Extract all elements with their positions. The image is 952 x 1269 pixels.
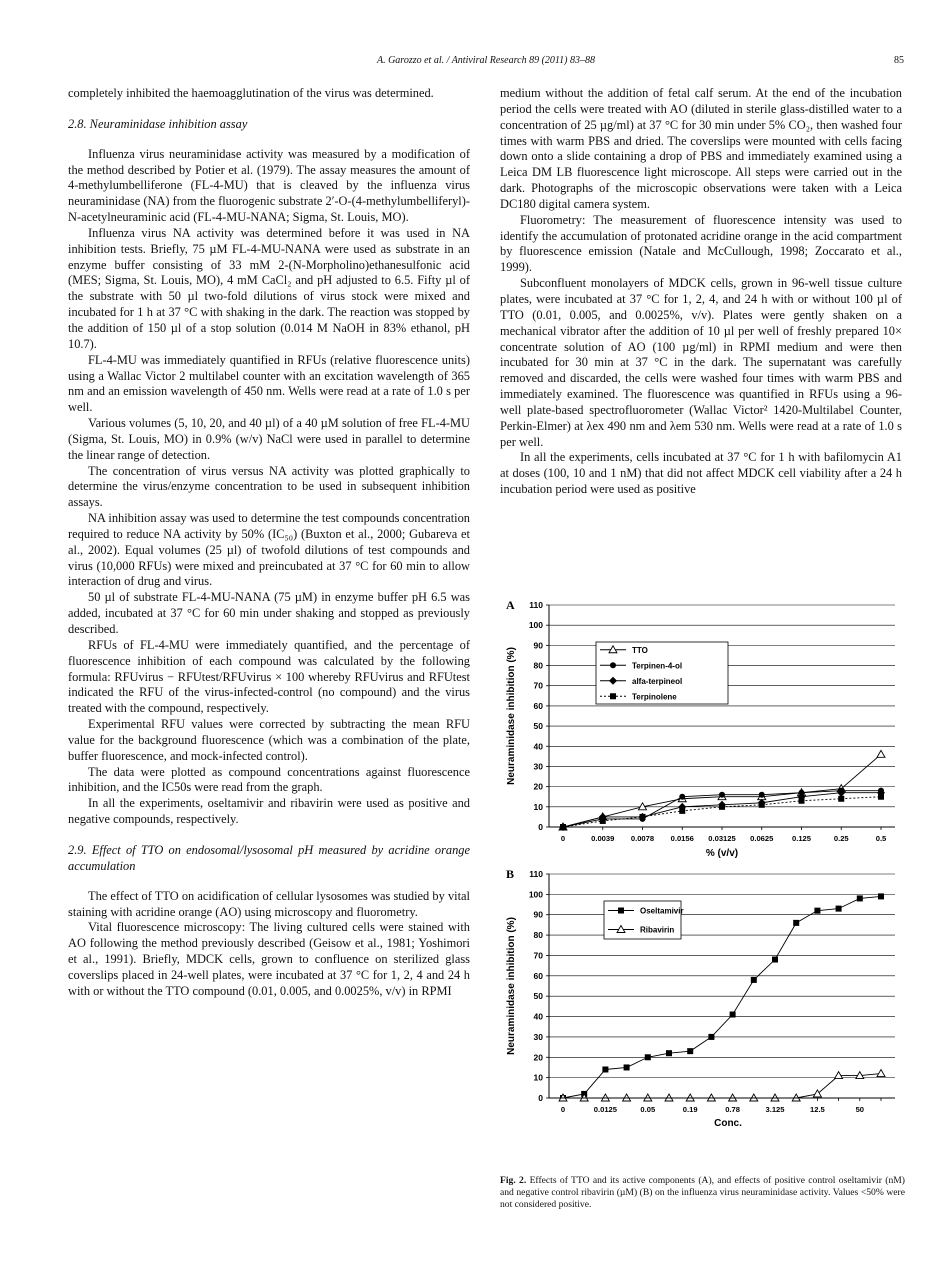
paragraph: The data were plotted as compound concentrations against fluorescence inhibition, and the IC50s were read from the graph.: [68, 764, 470, 795]
paragraph: Vital fluorescence microscopy: The living cultured cells were stained with AO following the method previously described (Geisow et al., 1981; Yoshimori et al., 1991). Briefly, MDCK cells, grown to confluence on sterilized glass coverslips placed in 24-well plates, were incubated at 37 °C for 1, 2, 4 and 24 h with or without the TTO compound (0.01, 0.005, and 0.0025%, v/v) in RPMI: [68, 920, 470, 998]
y-axis-label: Neuraminidase inhibition (%): [506, 647, 517, 785]
x-tick-label: 0.0078: [630, 834, 655, 843]
data-point: [730, 1012, 736, 1018]
legend-label: Terpinolene: [632, 692, 677, 702]
legend-swatch-marker: [618, 908, 624, 914]
data-point: [679, 808, 685, 814]
paragraph: Influenza virus neuraminidase activity was measured by a modification of the method described by Potier et al. (1979). The assay measures the amount of 4-methylumbelliferone (FL-4-MU) that is cleaved by the influenza virus neuraminidase (NA) from the fluorogenic substrate 2′-O-(4-methylumbelliferyl)-N-acetylneuraminic acid (FL-4-MU-NANA; Sigma, St. Louis, MO).: [68, 146, 470, 225]
paragraph: RFUs of FL-4-MU were immediately quantified, and the percentage of fluorescence inhibition of each compound was calculated by the following formula: RFUvirus − RFUtest/RFUvirus × 100 whereby RFUvirus and RFUtest indicated the RFU of the virus-infected-control (no compound) and the virus treated with the compound, respectively.: [68, 637, 470, 716]
x-tick-label: 0.78: [725, 1105, 740, 1114]
y-tick-label: 30: [533, 1031, 543, 1042]
paragraph: 50 µl of substrate FL-4-MU-NANA (75 µM) in enzyme buffer pH 6.5 was added, incubated at 37 °C for 60 min under shaking and stopped as previously described.: [68, 590, 470, 636]
x-tick-label: 50: [855, 1105, 865, 1114]
section-heading-2-8: 2.8. Neuraminidase inhibition assay: [68, 116, 248, 131]
y-tick-label: 110: [529, 600, 543, 610]
left-column: [68, 86, 470, 1000]
y-tick-label: 90: [533, 909, 543, 920]
legend-label: TTO: [632, 645, 648, 655]
data-point: [793, 920, 799, 926]
section-heading-2-9: 2.9. Effect of TTO on endosomal/lysosomal pH measured by acridine orange accumulation: [68, 842, 470, 873]
data-point: [624, 1064, 630, 1070]
figure-2-svg: [500, 590, 910, 1129]
paragraph: completely inhibited the haemoagglutination of the virus was determined.: [68, 86, 434, 100]
y-tick-label: 30: [533, 761, 543, 772]
x-tick-label: 0.5: [875, 834, 887, 843]
data-point: [835, 1072, 843, 1079]
y-tick-label: 20: [533, 781, 543, 792]
y-tick-label: 80: [533, 930, 543, 941]
paragraph: Subconfluent monolayers of MDCK cells, grown in 96-well tissue culture plates, were incubated at 37 °C for 1, 2, 4, and 24 h with or without 100 µl of TTO (0.01, 0.005, and 0.0025%, v/v). Plates were gently shaken on a mechanical vibrator after the addition of 10 µl per well of freshly prepared 10× concentrate solution of AO (100 µg/ml) in RPMI medium and were then incubated for 30 min at 37 °C in the dark. The supernatant was carefully removed and discarded, the cells were washed four times with warm PBS and immediately examined. The fluorescence was quantified in RFUs using a 96-well plate-based spectrofluorometer (Wallac Victor² 1420-Multilabel Counter, Perkin-Elmer) at λex 490 nm and λem 530 nm. Wells were read at a rate of 1.0 s per well.: [500, 276, 902, 449]
x-tick-label: 0.0125: [593, 1105, 618, 1114]
x-tick-label: 0: [560, 834, 566, 843]
data-point: [640, 814, 646, 820]
y-tick-label: 50: [533, 721, 543, 732]
paragraph: In all the experiments, oseltamivir and ribavirin were used as positive and negative compounds, respectively.: [68, 796, 470, 827]
data-point: [836, 906, 842, 912]
data-point: [878, 794, 884, 800]
x-tick-label: 12.5: [810, 1105, 825, 1114]
data-point: [751, 977, 757, 983]
x-tick-label: 0.0625: [750, 834, 774, 843]
y-tick-label: 110: [529, 869, 543, 879]
x-tick-label: 0: [560, 1105, 566, 1114]
paragraph: NA inhibition assay was used to determine the test compounds concentration required to reduce NA activity by 50% (IC₅₀) (Buxton et al., 2000; Gubareva et al., 2002). Equal volumes (25 µl) of twofold dilutions of test compounds and virus (10,000 RFUs) were mixed and preincubated at 37 °C for 60 min to allow interaction of drug and virus.: [68, 511, 470, 589]
x-axis-label: % (v/v): [705, 848, 739, 859]
legend-label: Terpinen-4-ol: [632, 661, 683, 671]
data-point: [877, 750, 885, 757]
data-point: [719, 792, 725, 798]
data-point: [799, 798, 805, 804]
y-tick-label: 90: [533, 640, 543, 651]
paragraph: The concentration of virus versus NA activity was plotted graphically to determine the virus/enzyme concentration to be used in subsequent inhibition assays.: [68, 463, 470, 510]
data-point: [838, 796, 844, 802]
page-number: 85: [894, 55, 904, 66]
caption-label: Fig. 2.: [500, 1175, 527, 1186]
legend-swatch-marker: [610, 662, 616, 668]
x-tick-label: 0.0156: [670, 834, 694, 843]
data-point: [687, 1048, 693, 1054]
paragraph: Influenza virus NA activity was determined before it was used in NA inhibition tests. Briefly, 75 µM FL-4-MU-NANA were used as substrate in an enzyme buffer consisting of 33 mM 2-(N-Morpholino)ethanesulfonic acid (MES; Sigma, St. Louis, MO), 4 mM CaCl₂ and pH adjusted to 6.5. Fifty µl of the substrate with 50 µl two-fold dilutions of virus stock were mixed and incubated for 1 h at 37 °C with shaking in the dark. The reaction was stopped by the addition of 150 µl of a stop solution (0.014 M NaOH in 83% ethanol, pH 10.7).: [68, 225, 470, 351]
y-tick-label: 10: [533, 801, 543, 812]
y-tick-label: 100: [528, 620, 543, 631]
right-column: [500, 86, 902, 498]
paragraph: Fluorometry: The measurement of fluorescence intensity was used to identify the accumulation of protonated acridine orange in the acid compartment by fluorescence emission (Natale and McCullough, 1998; Zoccarato et al., 1999).: [500, 212, 902, 275]
data-point: [772, 957, 778, 963]
y-tick-label: 50: [533, 991, 543, 1002]
x-tick-label: 0.05: [640, 1105, 656, 1114]
y-tick-label: 70: [533, 680, 543, 691]
y-tick-label: 40: [533, 741, 543, 752]
y-tick-label: 0: [538, 822, 543, 832]
x-tick-label: 3.125: [765, 1105, 785, 1114]
y-tick-label: 10: [533, 1072, 543, 1083]
figure-caption: [500, 1175, 905, 1211]
x-tick-label: 0.0039: [591, 834, 615, 843]
legend-label: Ribavirin: [640, 925, 675, 935]
y-tick-label: 60: [533, 970, 543, 981]
caption-text: Effects of TTO and its active components (A), and effects of positive control oseltamivir (nM) and negative control ribavirin (µM) (B) on the influenza virus neuraminidase activity. Values <50% were not considered positive.: [500, 1175, 905, 1210]
data-point: [679, 794, 685, 800]
legend-label: Oseltamivir: [640, 906, 684, 916]
data-point: [708, 1034, 714, 1040]
data-point: [645, 1054, 651, 1060]
y-tick-label: 70: [533, 950, 543, 961]
paragraph: The effect of TTO on acidification of cellular lysosomes was studied by vital staining with acridine orange (AO) using microscopy and fluorometry.: [68, 888, 470, 919]
legend-label: alfa-terpineol: [632, 676, 683, 686]
y-tick-label: 0: [538, 1093, 543, 1103]
y-axis-label: Neuraminidase inhibition (%): [506, 917, 517, 1055]
journal-citation: A. Garozzo et al. / Antiviral Research 89 (2011) 83–88: [376, 55, 596, 66]
y-tick-label: 80: [533, 660, 543, 671]
x-tick-label: 0.19: [682, 1105, 698, 1114]
x-tick-label: 0.03125: [708, 834, 736, 843]
data-point: [814, 908, 820, 914]
paragraph: Experimental RFU values were corrected by subtracting the mean RFU value for the background fluorescence (which was a combination of the plate, buffer fluorescence, and mock-infected control).: [68, 717, 470, 763]
x-axis-label: Conc.: [714, 1118, 742, 1129]
paragraph: In all the experiments, cells incubated at 37 °C for 1 h with bafilomycin A1 at doses (100, 10 and 1 nM) that did not affect MDCK cell viability after a 24 h incubation period were used as positive: [500, 450, 902, 497]
paragraph: FL-4-MU was immediately quantified in RFUs (relative fluorescence units) using a Wallac Victor 2 multilabel counter with an excitation wavelength of 365 nm and an emission wavelength of 450 nm. Wells were read at a rate of 1.0 s per well.: [68, 352, 470, 415]
x-tick-label: 0.125: [791, 834, 812, 843]
series-line: [563, 1074, 881, 1098]
legend-swatch-marker: [610, 693, 616, 699]
data-point: [719, 804, 725, 810]
data-point: [877, 1070, 885, 1077]
data-point: [666, 1050, 672, 1056]
panel-label: A: [506, 598, 515, 612]
x-tick-label: 0.25: [833, 834, 849, 843]
y-tick-label: 100: [528, 889, 543, 900]
data-point: [759, 792, 765, 798]
y-tick-label: 40: [533, 1011, 543, 1022]
data-point: [878, 893, 884, 899]
paragraph: Various volumes (5, 10, 20, and 40 µl) of a 40 µM solution of free FL-4-MU (Sigma, St. Louis, MO) in 0.9% (w/v) NaCl were used in parallel to determine the linear range of detection.: [68, 416, 470, 462]
panel-label: B: [506, 867, 515, 881]
data-point: [602, 1066, 608, 1072]
y-tick-label: 60: [533, 700, 543, 711]
data-point: [600, 818, 606, 824]
running-header: [68, 55, 904, 71]
data-point: [759, 802, 765, 808]
y-tick-label: 20: [533, 1052, 543, 1063]
figure-2: [500, 590, 910, 1129]
paragraph: medium without the addition of fetal calf serum. At the end of the incubation period the cells were treated with AO (diluted in sterile glass-distilled water to a concentration of 25 µg/ml) at 37 °C for 30 min under 5% CO₂, then washed four times with warm PBS and dried. The coverslips were mounted with cells facing down onto a slide containing a drop of PBS and immediately examined using a Leica DM LB fluorescence light microscope. All steps were carried out in the dark. Photographs of the microscopic observations were taken with a Leica DC180 digital camera system.: [500, 86, 902, 211]
data-point: [857, 895, 863, 901]
